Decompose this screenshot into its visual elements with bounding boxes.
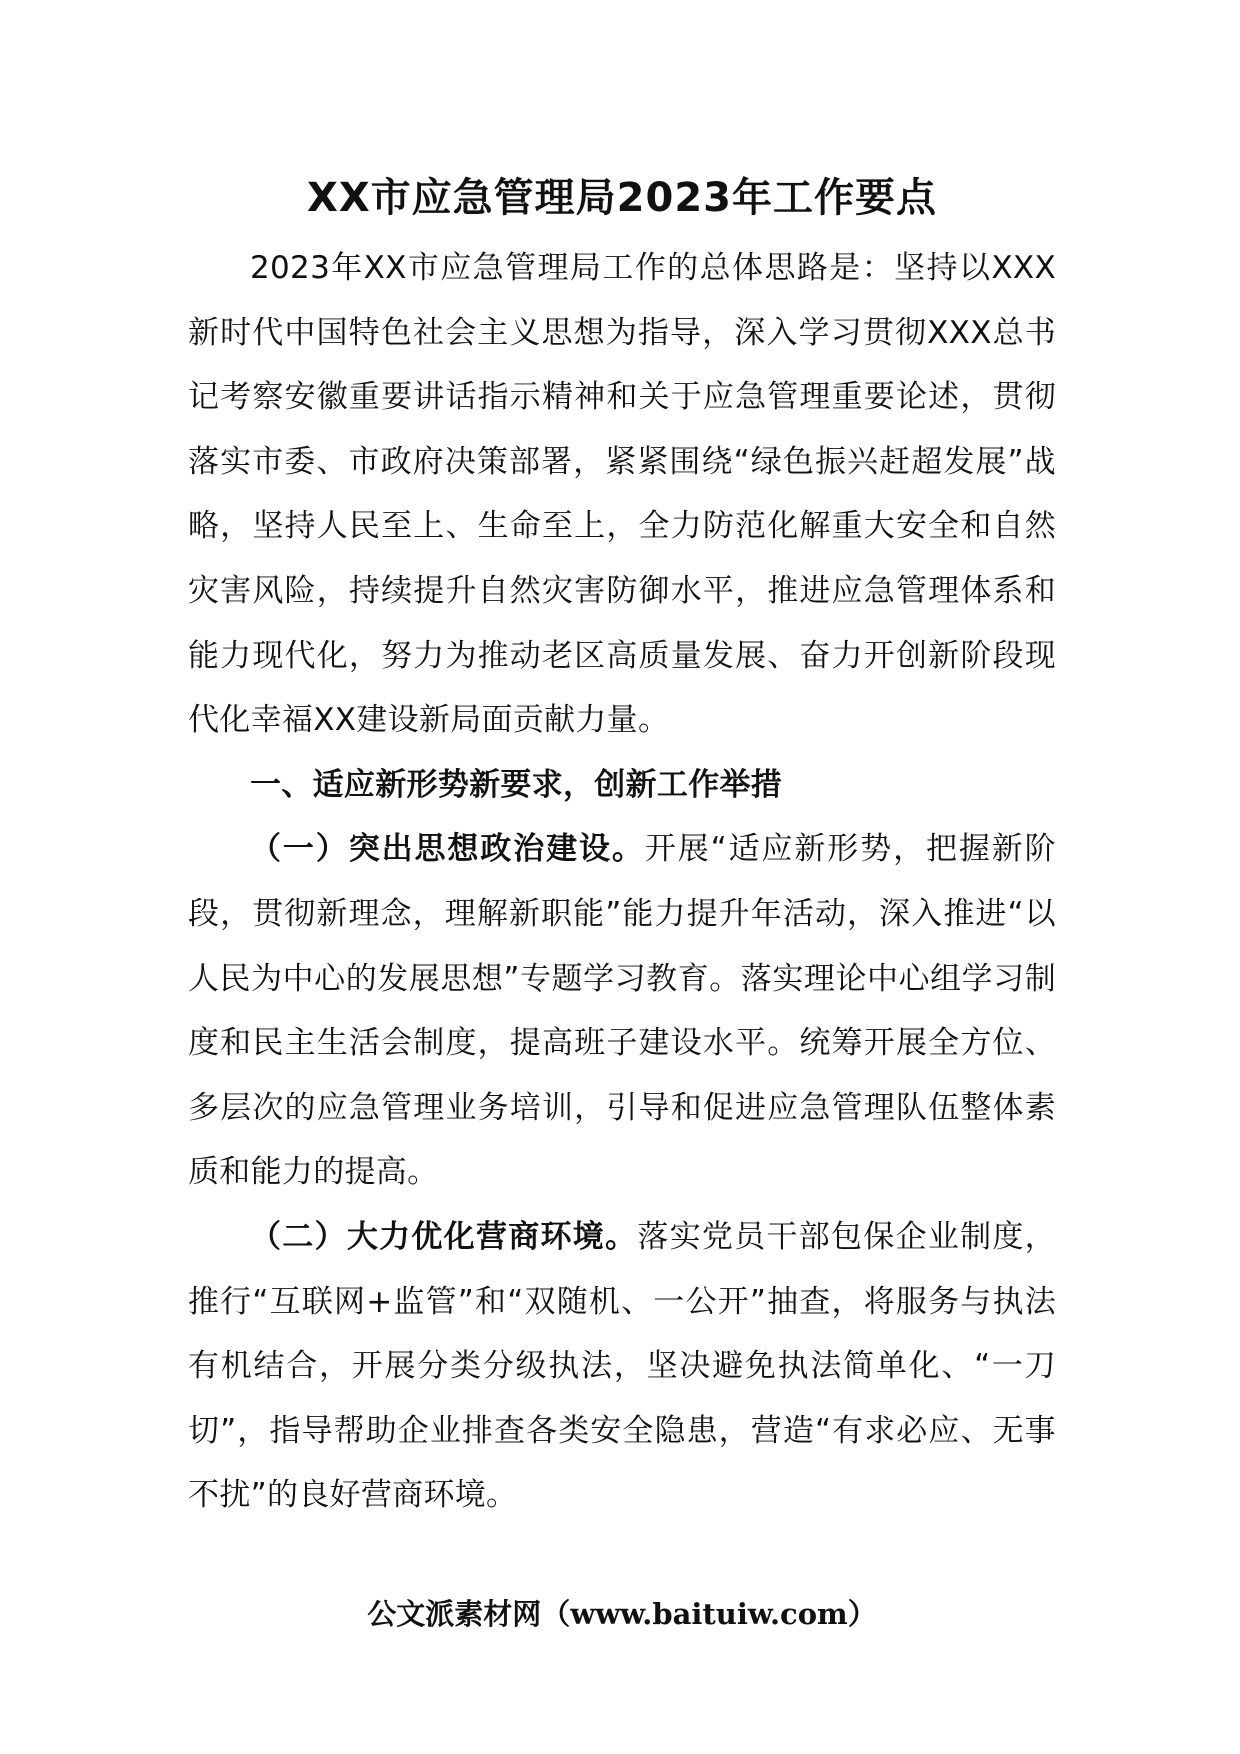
document-page <box>188 0 1056 1754</box>
intro-paragraph: 2023年XX市应急管理局工作的总体思路是：坚持以XXX新时代中国特色社会主义思想为指导，深入学习贯彻XXX总书记考察安徽重要讲话指示精神和关于应急管理重要论述，贯彻落实市委、市政府决策部署，紧紧围绕“绿色振兴赶超发展”战略，坚持人民至上、生命至上，全力防范化解重大安全和自然灾害风险，持续提升自然灾害防御水平，推进应急管理体系和能力现代化，努力为推动老区高质量发展、奋力开创新阶段现代化幸福XX建设新局面贡献力量。 <box>188 250 1056 739</box>
document-body <box>188 236 1056 1528</box>
page-title: XX市应急管理局2023年工作要点 <box>306 175 937 221</box>
item-2-paragraph <box>188 1205 1056 1528</box>
footer-watermark: 公文派素材网（www.baituiw.com） <box>367 1597 877 1631</box>
item-1-text: 开展“适应新形势，把握新阶段，贯彻新理念，理解新职能”能力提升年活动，深入推进“以人民为中心的发展思想”专题学习教育。落实理论中心组学习制度和民主生活会制度，提高班子建设水平。统筹开展全方位、多层次的应急管理业务培训，引导和促进应急管理队伍整体素质和能力的提高。 <box>188 831 1056 1191</box>
item-2-text: 落实党员干部包保企业制度，推行“互联网+监管”和“双随机、一公开”抽查，将服务与执法有机结合，开展分类分级执法，坚决避免执法简单化、“一刀切”，指导帮助企业排查各类安全隐患，营造“有求必应、无事不扰”的良好营商环境。 <box>188 1218 1056 1514</box>
item-2-lead: （二）大力优化营商环境。 <box>250 1218 638 1255</box>
item-1-lead: （一）突出思想政治建设。 <box>250 831 645 868</box>
section-heading-1: 一、适应新形势新要求，创新工作举措 <box>250 766 783 803</box>
item-1-paragraph <box>188 817 1056 1205</box>
